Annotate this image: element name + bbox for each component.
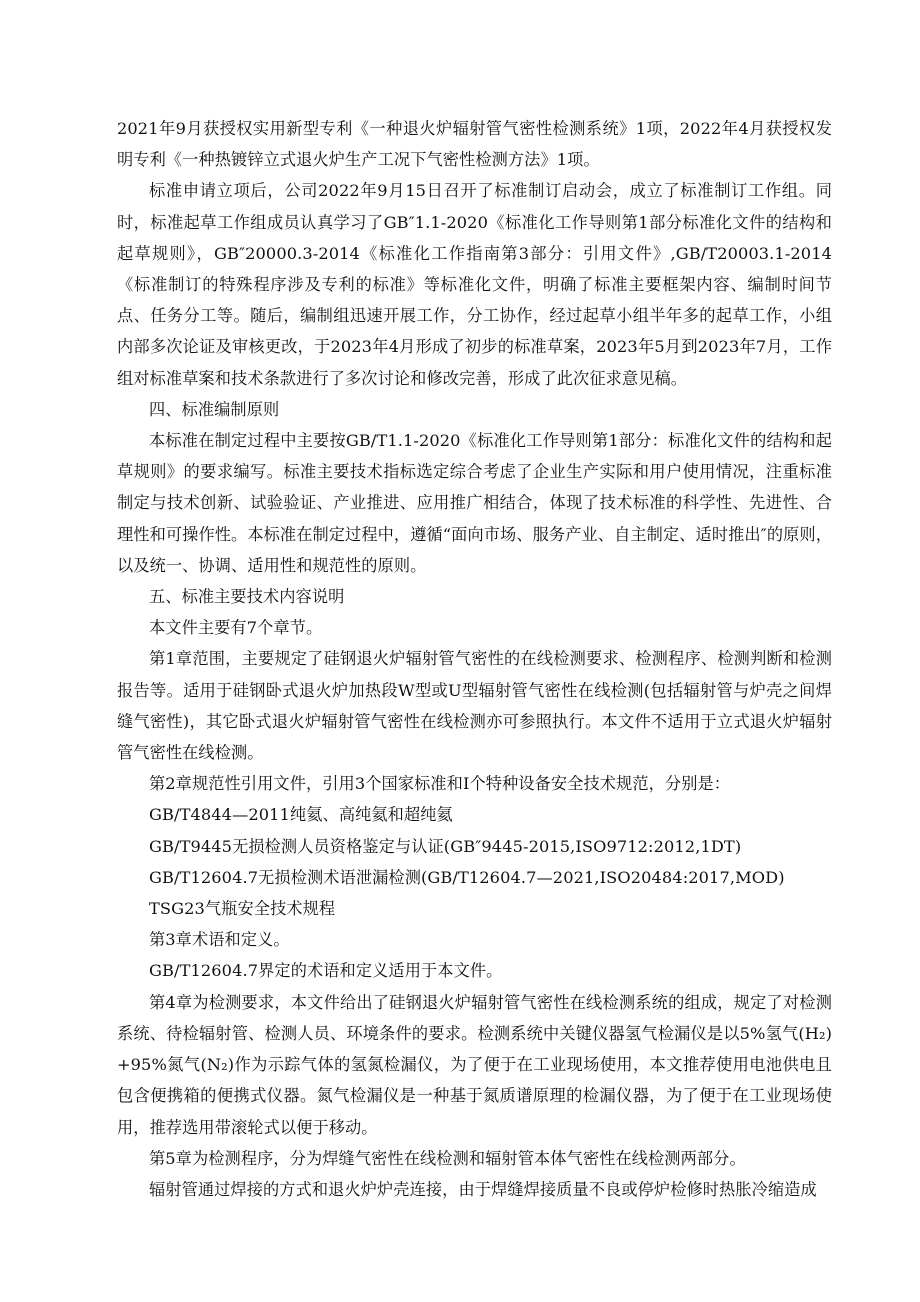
paragraph-terms: GB/T12604.7界定的术语和定义适用于本文件。 bbox=[149, 961, 503, 981]
reference-item: GB/T4844—2011纯氦、高纯氦和超纯氦 bbox=[149, 805, 453, 825]
paragraph-drafting-process: 标准申请立项后，公司2022年9月15日召开了标准制订启动会，成立了标准制订工作组。同时，标准起草工作组成员认真学习了GB″1.1-2020《标准化工作导则第1部分标准化文件的结构和起草规则》，GB″20000.3-2014《标准化工作指南第3部分：引用文件》,GB/T20003.1-2014《标准制订的特殊程序涉及专利的标准》等标准化文件，明确了标准主要框架内容、编制时间节点、任务分工等。随后，编制组迅速开展工作，分工协作，经过起草小组半年多的起草工作，小组内部多次论证及审核更改，于2023年4月形成了初步的标准草案，2023年5月到2023年7月，工作组对标准草案和技术条款进行了多次讨论和修改完善，形成了此次征求意见稿。 bbox=[117, 181, 832, 388]
paragraph-chapter-2: 第2章规范性引用文件，引用3个国家标准和I个特种设备安全技术规范，分别是： bbox=[149, 774, 731, 794]
paragraph-patents: 2021年9月获授权实用新型专利《一种退火炉辐射管气密性检测系统》1项，2022年4月获授权发明专利《一种热镀锌立式退火炉生产工况下气密性检测方法》1项。 bbox=[117, 119, 832, 170]
reference-item: GB/T9445无损检测人员资格鉴定与认证(GB″9445-2015,ISO9712:2012,1DT) bbox=[149, 836, 742, 856]
paragraph-weld-connection: 辐射管通过焊接的方式和退火炉炉壳连接，由于焊缝焊接质量不良或停炉检修时热胀冷缩造成 bbox=[149, 1179, 817, 1199]
paragraph-chapter-4: 第4章为检测要求，本文件给出了硅钢退火炉辐射管气密性在线检测系统的组成，规定了对检测系统、待检辐射管、检测人员、环境条件的要求。检测系统中关键仪器氢气检漏仪是以5%氢气(H₂)+95%氮气(N₂)作为示踪气体的氢氮检漏仪，为了便于在工业现场使用，本文推荐使用电池供电且包含便携箱的便携式仪器。氮气检漏仪是一种基于氮质谱原理的检漏仪器，为了便于在工业现场使用，推荐选用带滚轮式以便于移动。 bbox=[117, 992, 832, 1137]
reference-item: GB/T12604.7无损检测术语泄漏检测(GB/T12604.7—2021,ISO20484:2017,MOD) bbox=[149, 867, 785, 887]
paragraph-chapter-1: 第1章范围，主要规定了硅钢退火炉辐射管气密性的在线检测要求、检测程序、检测判断和检测报告等。适用于硅钢卧式退火炉加热段W型或U型辐射管气密性在线检测(包括辐射管与炉壳之间焊缝气密性)，其它卧式退火炉辐射管气密性在线检测亦可参照执行。本文件不适用于立式退火炉辐射管气密性在线检测。 bbox=[117, 649, 832, 763]
paragraph-chapter-count: 本文件主要有7个章节。 bbox=[149, 618, 323, 638]
paragraph-principles: 本标准在制定过程中主要按GB/T1.1-2020《标准化工作导则第1部分：标准化文件的结构和起草规则》的要求编写。标准主要技术指标选定综合考虑了企业生产实际和用户使用情况，注重标准制定与技术创新、试验验证、产业推进、应用推广相结合，体现了技术标准的科学性、先进性、合理性和可操作性。本标准在制定过程中，遵循“面向市场、服务产业、自主制定、适时推出″的原则，以及统一、协调、适用性和规范性的原则。 bbox=[117, 431, 832, 575]
reference-item: TSG23气瓶安全技术规程 bbox=[149, 899, 336, 919]
section-heading-principles: 四、标准编制原则 bbox=[149, 399, 280, 419]
section-heading-technical-content: 五、标准主要技术内容说明 bbox=[149, 587, 345, 607]
paragraph-chapter-3: 第3章术语和定义。 bbox=[149, 930, 290, 950]
paragraph-chapter-5: 第5章为检测程序，分为焊缝气密性在线检测和辐射管本体气密性在线检测两部分。 bbox=[149, 1148, 746, 1168]
